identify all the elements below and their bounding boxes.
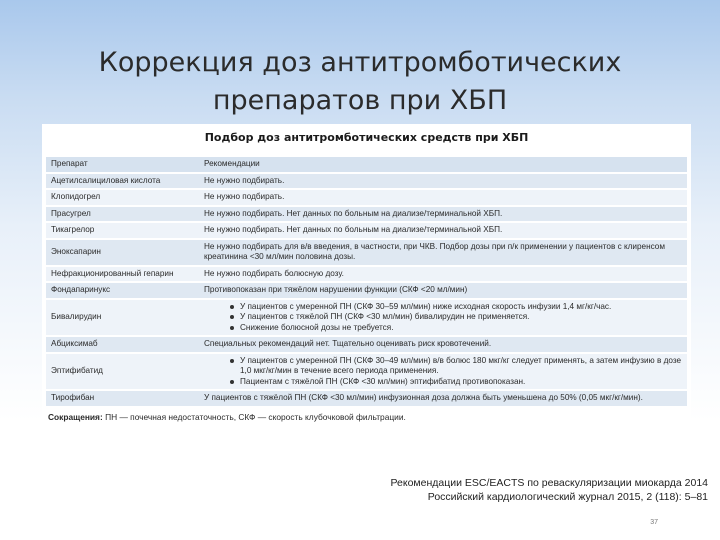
table-row	[46, 173, 687, 190]
slide-number: 37	[650, 519, 658, 526]
bullet-list	[204, 356, 682, 388]
table-row	[46, 189, 687, 206]
recommendation: Не нужно подбирать.	[199, 173, 687, 190]
dosing-table	[46, 155, 687, 406]
footnote-label: Сокращения:	[48, 411, 103, 422]
slide-title	[0, 44, 720, 120]
bullet-item: У пациентов с тяжёлой ПН (СКФ <30 мл/мин) бивалирудин не применяется.	[230, 312, 682, 323]
table-footnote	[46, 412, 687, 422]
recommendation: Не нужно подбирать. Нет данных по больным на диализе/терминальной ХБП.	[199, 222, 687, 239]
drug-name: Клопидогрел	[46, 189, 199, 206]
header-drug: Препарат	[46, 156, 199, 173]
table-row	[46, 390, 687, 406]
recommendation: Противопоказан при тяжёлом нарушении функции (СКФ <20 мл/мин)	[199, 282, 687, 299]
table-row	[46, 282, 687, 299]
drug-name: Нефракционированный гепарин	[46, 266, 199, 283]
drug-name: Эноксапарин	[46, 239, 199, 266]
table-row	[46, 206, 687, 223]
recommendation: Специальных рекомендаций нет. Тщательно оценивать риск кровотечений.	[199, 336, 687, 353]
recommendation	[199, 353, 687, 391]
drug-name: Фондапаринукс	[46, 282, 199, 299]
bullet-list	[204, 302, 682, 334]
footnote-text: ПН — почечная недостаточность, СКФ — скорость клубочковой фильтрации.	[105, 411, 406, 422]
recommendation: Не нужно подбирать болюсную дозу.	[199, 266, 687, 283]
source-citation	[390, 476, 708, 504]
table-row	[46, 222, 687, 239]
table-row	[46, 353, 687, 391]
drug-name: Абциксимаб	[46, 336, 199, 353]
dosing-table-panel	[42, 124, 691, 471]
recommendation: Не нужно подбирать для в/в введения, в частности, при ЧКВ. Подбор дозы при п/к применении у пациентов с клиренсом креатинина <30 мл/мин половина дозы.	[199, 239, 687, 266]
recommendation: Не нужно подбирать. Нет данных по больным на диализе/терминальной ХБП.	[199, 206, 687, 223]
recommendation: Не нужно подбирать.	[199, 189, 687, 206]
bullet-item: У пациентов с умеренной ПН (СКФ 30–49 мл/мин) в/в болюс 180 мкг/кг следует применять, а затем инфузию в дозе 1,0 мкг/кг/мин в течение всего периода применения.	[230, 356, 682, 377]
recommendation	[199, 299, 687, 337]
header-recommendation: Рекомендации	[199, 156, 687, 173]
table-row	[46, 239, 687, 266]
slide-title-line1: Коррекция доз антитромботических	[98, 47, 622, 78]
drug-name: Ацетилсалициловая кислота	[46, 173, 199, 190]
bullet-item: У пациентов с умеренной ПН (СКФ 30–59 мл/мин) ниже исходная скорость инфузии 1,4 мг/кг/час.	[230, 302, 682, 313]
drug-name: Эптифибатид	[46, 353, 199, 391]
dosing-table-body	[46, 156, 687, 406]
drug-name: Бивалирудин	[46, 299, 199, 337]
drug-name: Тикагрелор	[46, 222, 199, 239]
source-line2: Российский кардиологический журнал 2015, 2 (118): 5–81	[427, 491, 708, 503]
table-caption: Подбор доз антитромботических средств при ХБП	[204, 131, 529, 144]
recommendation: У пациентов с тяжёлой ПН (СКФ <30 мл/мин) инфузионная доза должна быть уменьшена до 50% (0,05 мкг/кг/мин).	[199, 390, 687, 406]
bullet-item: Снижение болюсной дозы не требуется.	[230, 323, 682, 334]
table-row	[46, 299, 687, 337]
table-row	[46, 266, 687, 283]
drug-name: Тирофибан	[46, 390, 199, 406]
bullet-item: Пациентам с тяжёлой ПН (СКФ <30 мл/мин) эптифибатид противопоказан.	[230, 377, 682, 388]
slide-title-line2: препаратов при ХБП	[212, 85, 508, 116]
source-line1: Рекомендации ESC/EACTS по реваскуляризации миокарда 2014	[390, 477, 708, 489]
table-row	[46, 336, 687, 353]
drug-name: Прасугрел	[46, 206, 199, 223]
table-header-row	[46, 156, 687, 173]
